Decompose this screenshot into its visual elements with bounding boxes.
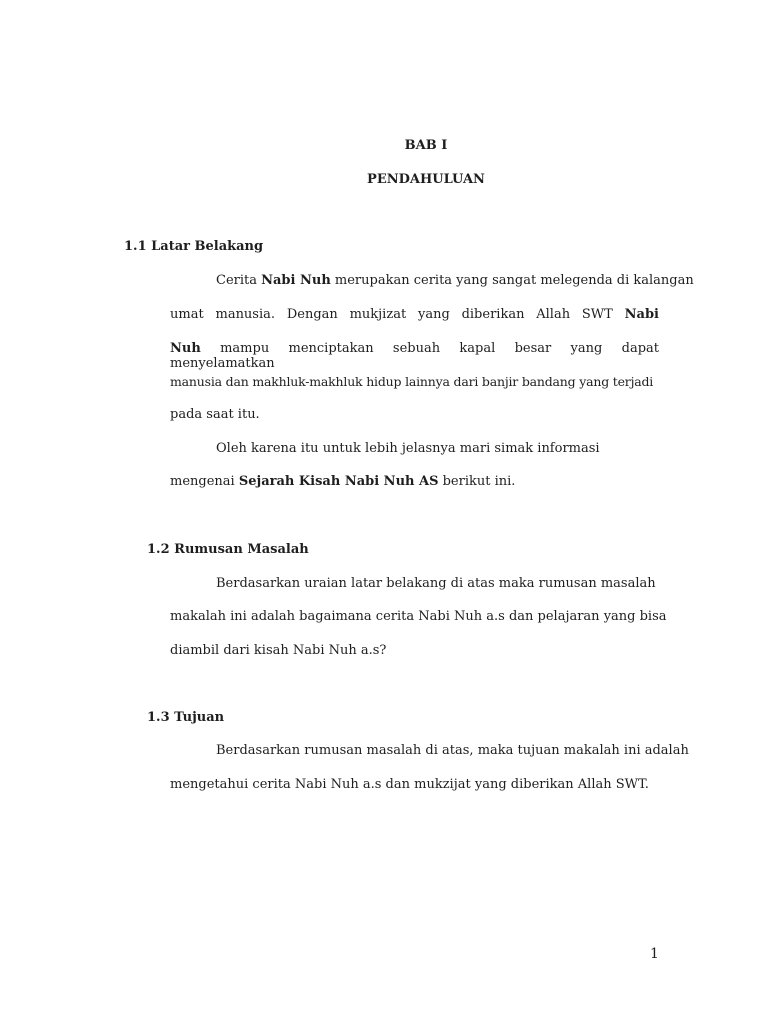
paragraph-line: manusia dan makhluk-makhluk hidup lainnya dari banjir bandang yang terjadi xyxy=(170,374,654,389)
bold-run: Sejarah Kisah Nabi Nuh AS xyxy=(238,474,439,489)
paragraph-line: diambil dari kisah Nabi Nuh a.s? xyxy=(170,643,387,658)
chapter-label: BAB I xyxy=(404,138,448,153)
paragraph-line: mengetahui cerita Nabi Nuh a.s dan mukzijat yang diberikan Allah SWT. xyxy=(170,777,649,792)
bold-run: Nuh xyxy=(170,341,201,356)
paragraph-line xyxy=(216,273,694,288)
text-run: mengenai xyxy=(170,474,239,489)
paragraph-line: makalah ini adalah bagaimana cerita Nabi Nuh a.s dan pelajaran yang bisa xyxy=(170,609,667,624)
chapter-title: PENDAHULUAN xyxy=(367,172,485,187)
section-heading-tujuan: 1.3 Tujuan xyxy=(147,710,225,725)
section-heading-latar-belakang: 1.1 Latar Belakang xyxy=(124,239,264,254)
paragraph-line xyxy=(170,341,659,371)
paragraph-line xyxy=(170,307,659,322)
bold-run: Nabi Nuh xyxy=(261,273,331,288)
section-heading-rumusan-masalah: 1.2 Rumusan Masalah xyxy=(147,542,309,557)
bold-run: Nabi xyxy=(624,307,659,322)
text-run: umat manusia. Dengan mukjizat yang diberikan Allah SWT xyxy=(170,307,625,322)
paragraph-line: Berdasarkan rumusan masalah di atas, maka tujuan makalah ini adalah xyxy=(216,743,689,758)
text-run: mampu menciptakan sebuah kapal besar yang dapat menyelamatkan xyxy=(170,341,659,371)
text-run: Cerita xyxy=(216,273,262,288)
page-number: 1 xyxy=(650,946,659,962)
text-run: merupakan cerita yang sangat melegenda di kalangan xyxy=(330,273,694,288)
text-run: berikut ini. xyxy=(438,474,516,489)
paragraph-line: pada saat itu. xyxy=(170,407,260,422)
paragraph-line: Berdasarkan uraian latar belakang di atas maka rumusan masalah xyxy=(216,576,656,591)
paragraph-line xyxy=(170,474,515,489)
paragraph-line: Oleh karena itu untuk lebih jelasnya mari simak informasi xyxy=(216,441,600,456)
